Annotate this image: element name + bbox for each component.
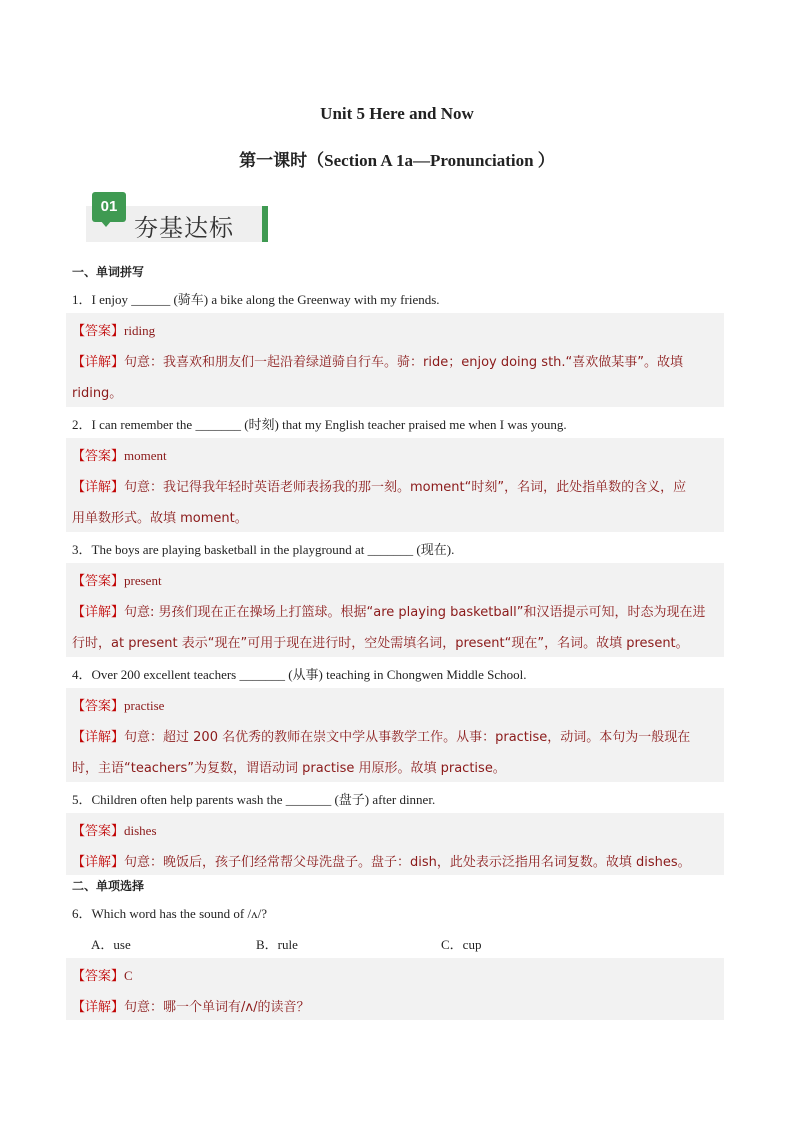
detail-label: 【详解】	[72, 355, 125, 370]
detail-text: 句意：我记得我年轻时英语老师表扬我的那一刻。moment“时刻”，名词，此处指单数的含义，应	[124, 480, 687, 495]
section-title-spelling: 一、单词拼写	[72, 265, 145, 279]
detail-line-2a	[72, 476, 722, 495]
section-title-choice: 二、单项选择	[72, 879, 145, 893]
detail-line-2b: 用单数形式。故填 moment。	[72, 511, 248, 526]
section-badge	[86, 190, 268, 242]
lesson-subtitle: 第一课时（Section A 1a—Pronunciation ）	[239, 151, 555, 170]
question-3: 3．The boys are playing basketball in the playground at _______ (现在).	[72, 542, 455, 557]
answer-line-5	[72, 820, 722, 839]
detail-line-6	[72, 996, 722, 1015]
badge-accent-bar	[262, 206, 268, 242]
detail-label: 【详解】	[72, 480, 125, 495]
detail-line-3b: 行时，at present 表示“现在”可用于现在进行时，空处需填名词，present“现在”，名词。故填 present。	[72, 636, 689, 651]
answer-line-6	[72, 965, 722, 984]
detail-text: 句意：晚饭后，孩子们经常帮父母洗盘子。盘子：dish，此处表示泛指用名词复数。故填 dishes。	[124, 855, 691, 870]
detail-line-5a	[72, 851, 722, 870]
badge-tail-icon	[100, 220, 112, 227]
answer-value: practise	[124, 698, 165, 713]
detail-text: 句意：超过 200 名优秀的教师在崇文中学从事教学工作。从事：practise，动词。本句为一般现在	[124, 730, 691, 745]
question-2: 2．I can remember the _______ (时刻) that my English teacher praised me when I was young.	[72, 417, 567, 432]
detail-line-1b: riding。	[72, 386, 123, 401]
question-4: 4．Over 200 excellent teachers _______ (从事) teaching in Chongwen Middle School.	[72, 667, 527, 682]
detail-label: 【详解】	[72, 855, 125, 870]
option-c: C．cup	[441, 937, 482, 952]
answer-line-3	[72, 570, 722, 589]
detail-line-4b: 时，主语“teachers”为复数，谓语动词 practise 用原形。故填 practise。	[72, 761, 506, 776]
answer-value: moment	[124, 448, 167, 463]
answer-line-4	[72, 695, 722, 714]
answer-label: 【答案】	[72, 969, 125, 984]
detail-label: 【详解】	[72, 730, 125, 745]
answer-label: 【答案】	[72, 574, 125, 589]
detail-text: 句意：我喜欢和朋友们一起沿着绿道骑自行车。骑：ride；enjoy doing sth.“喜欢做某事”。故填	[124, 355, 684, 370]
answer-value: C	[124, 968, 133, 983]
option-a: A．use	[91, 937, 131, 952]
question-5: 5．Children often help parents wash the _______ (盘子) after dinner.	[72, 792, 436, 807]
option-b: B．rule	[256, 937, 298, 952]
detail-label: 【详解】	[72, 605, 125, 620]
answer-label: 【答案】	[72, 824, 125, 839]
badge-number: 01	[92, 192, 126, 222]
answer-label: 【答案】	[72, 449, 125, 464]
answer-value: present	[124, 573, 162, 588]
badge-text: 夯基达标	[134, 214, 234, 242]
question-6: 6．Which word has the sound of /ʌ/?	[72, 906, 267, 921]
question-1: 1．I enjoy ______ (骑车) a bike along the Greenway with my friends.	[72, 292, 440, 307]
answer-value: riding	[124, 323, 156, 338]
detail-line-4a	[72, 726, 722, 745]
answer-line-2	[72, 445, 722, 464]
answer-label: 【答案】	[72, 324, 125, 339]
detail-text: 句意: 男孩们现在正在操场上打篮球。根据“are playing basketball”和汉语提示可知，时态为现在进	[124, 605, 706, 620]
detail-label: 【详解】	[72, 1000, 125, 1015]
answer-label: 【答案】	[72, 699, 125, 714]
detail-text: 句意：哪一个单词有/ʌ/的读音？	[124, 1000, 310, 1015]
answer-line-1	[72, 320, 722, 339]
detail-line-3a	[72, 601, 722, 620]
page-title: Unit 5 Here and Now	[320, 104, 474, 123]
answer-value: dishes	[124, 823, 157, 838]
detail-line-1a	[72, 351, 722, 370]
